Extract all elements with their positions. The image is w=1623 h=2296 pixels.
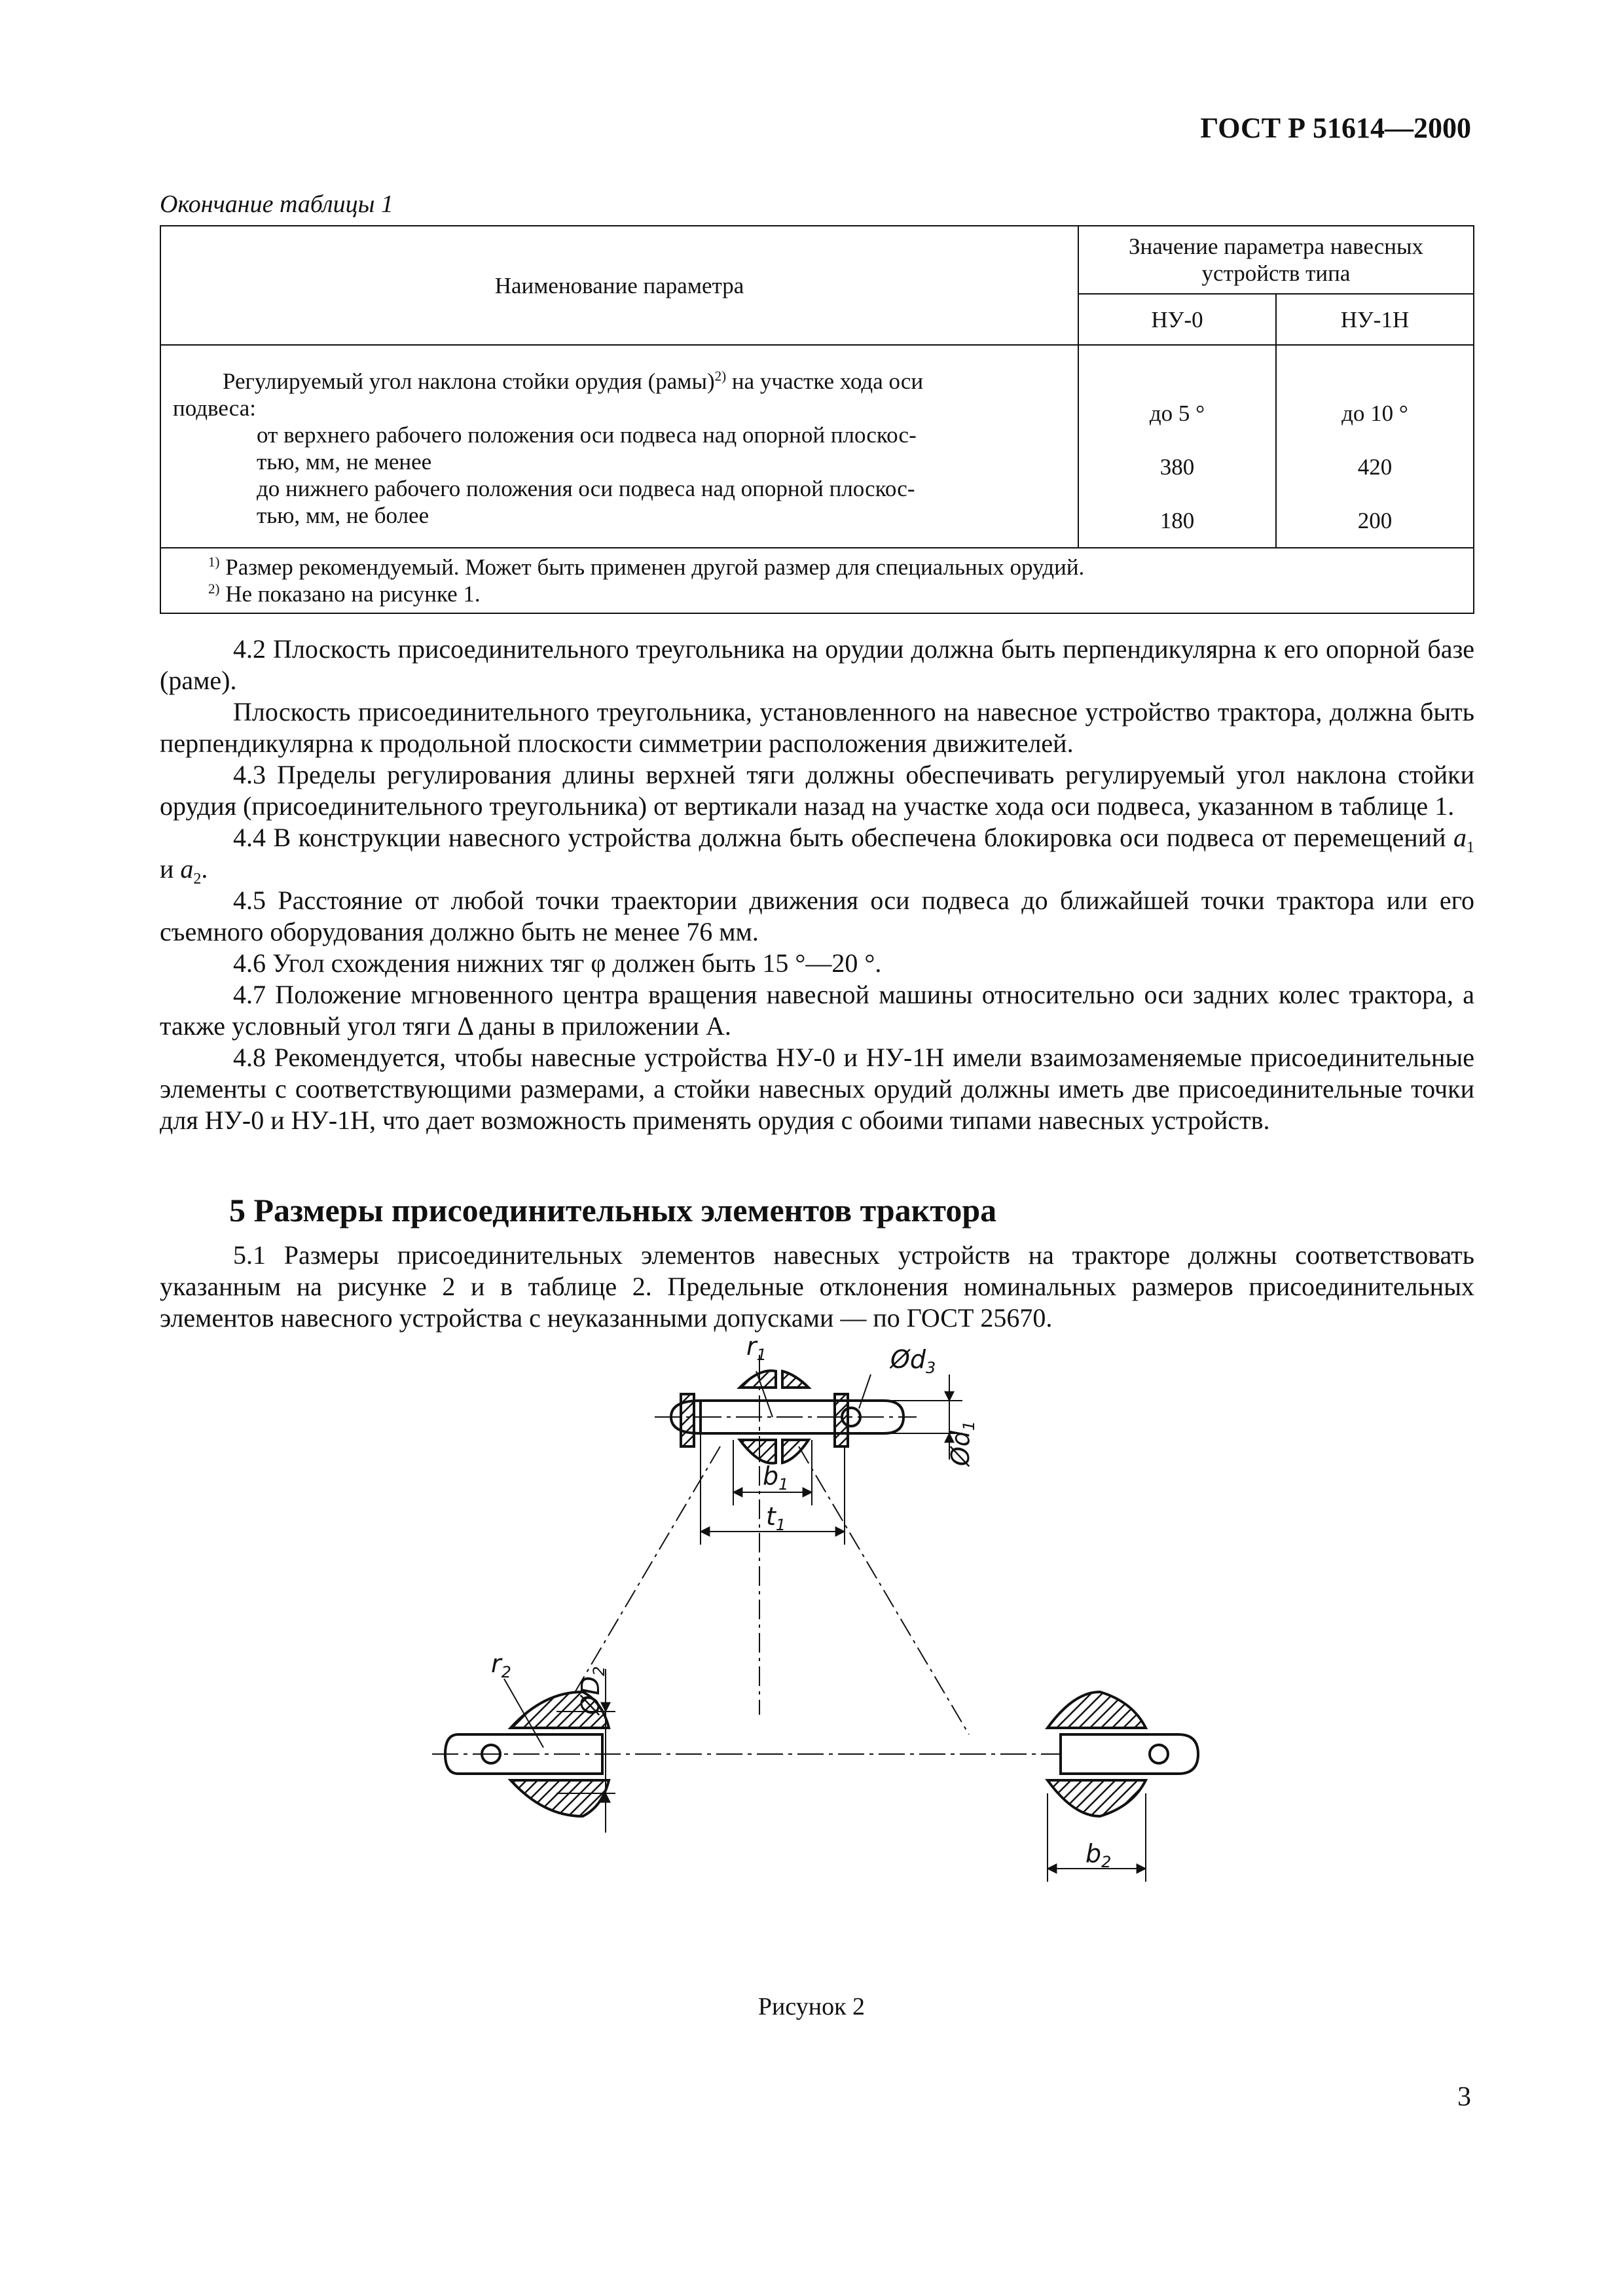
paragraph-4-8: 4.8 Рекомендуется, чтобы навесные устройства НУ-0 и НУ-1Н имели взаимозаменяемые присоединительные элементы с соответствующими размерами, а стойки навесных орудий должны иметь две присоединительные точки для НУ-0 и НУ-1Н, что дает возможность применять орудия с обоими типами навесных устройств. — [160, 1043, 1474, 1135]
p44-text: 4.4 В конструкции навесного устройства должна быть обеспечена блокировка оси подвеса от перемещений — [233, 823, 1453, 852]
value-upper-nu1n: 420 — [1357, 454, 1393, 480]
value-angle-nu0: до 5 ° — [1149, 400, 1205, 426]
value-lower-nu0: 180 — [1159, 507, 1195, 533]
table-footnotes — [160, 548, 1474, 613]
row1-text: Регулируемый угол наклона стойки орудия (рамы) — [223, 368, 715, 394]
paragraph-5-1: 5.1 Размеры присоединительных элементов навесных устройств на тракторе должны соответствовать указанным на рисунке 2 и в таблице 2. Предельные отклонения номинальных размеров присоединительных элементов навесного устройства с неуказанными допусками — по ГОСТ 25670. — [160, 1240, 1474, 1333]
label-d1: $Ød_1$ — [946, 1420, 978, 1466]
label-r1: $r_1$ — [746, 1335, 767, 1364]
values-nu0 — [1078, 345, 1276, 548]
section-5-body — [160, 1240, 1474, 1334]
column-header-nu0: НУ-0 — [1078, 294, 1276, 345]
row1-text-cont: подвеса: — [173, 395, 256, 421]
label-d3: $Ød_3$ — [890, 1345, 936, 1377]
body-text — [160, 634, 1474, 1136]
row2-text-cont: тью, мм, не менее — [257, 449, 432, 475]
figure-2-drawing — [393, 1335, 1257, 1977]
values-nu1n — [1276, 345, 1474, 548]
footnote-1-mark: 1) — [208, 554, 220, 570]
footnote-2: Не показано на рисунке 1. — [219, 581, 481, 607]
paragraph-4-3: 4.3 Пределы регулирования длины верхней тяги должны обеспечивать регулируемый угол наклона стойки орудия (присоединительного треугольника) от вертикали назад на участке хода оси подвеса, указанном в таблице 1. — [160, 760, 1474, 821]
row3-text: до нижнего рабочего положения оси подвеса над опорной плоскос- — [257, 476, 915, 501]
page-number: 3 — [1457, 2082, 1471, 2112]
label-b1: $b_1$ — [763, 1462, 789, 1494]
p44-var-a2: a — [180, 854, 194, 884]
column-header-nu1n: НУ-1Н — [1276, 294, 1474, 345]
p44-sub-2: 2 — [193, 870, 202, 888]
value-lower-nu1n: 200 — [1357, 507, 1393, 533]
paragraph-4-7: 4.7 Положение мгновенного центра вращения навесной машины относительно оси задних колес трактора, а также условный угол тяги Δ даны в приложении А. — [160, 980, 1474, 1041]
value-angle-nu1n: до 10 ° — [1341, 400, 1408, 426]
document-code: ГОСТ Р 51614—2000 — [1200, 112, 1471, 144]
label-r2: $r_2$ — [491, 1649, 511, 1681]
right-lower-hitch-ball — [1048, 1692, 1198, 1816]
row3-text-cont: тью, мм, не более — [257, 503, 429, 528]
footnote-1: Размер рекомендуемый. Может быть применен другой размер для специальных орудий. — [219, 554, 1085, 580]
label-b2: $b_2$ — [1085, 1839, 1112, 1871]
parameters-table — [160, 225, 1474, 614]
label-t1: $t_1$ — [766, 1502, 786, 1534]
paragraph-4-5: 4.5 Расстояние от любой точки траектории движения оси подвеса до ближайшей точки трактора или его съемного оборудования должно быть не менее 76 мм. — [160, 886, 1474, 946]
table-caption: Окончание таблицы 1 — [160, 190, 393, 218]
paragraph-4-4 — [160, 822, 1474, 888]
column-header-name: Наименование параметра — [160, 226, 1078, 345]
p44-sub-1: 1 — [1467, 839, 1474, 856]
table-row-names — [160, 345, 1078, 548]
paragraph-4-2b: Плоскость присоединительного треугольника, установленного на навесное устройство трактора, должна быть перпендикулярна к продольной плоскости симметрии расположения движителей. — [160, 697, 1474, 758]
label-D2: $ØD_2$ — [576, 1666, 608, 1715]
paragraph-4-6: 4.6 Угол схождения нижних тяг φ должен быть 15 °—20 °. — [233, 948, 882, 978]
row1-text-end: на участке хода оси — [726, 368, 924, 394]
p44-and: и — [160, 854, 181, 884]
row2-text: от верхнего рабочего положения оси подвеса над опорной плоскос- — [257, 422, 917, 448]
value-upper-nu0: 380 — [1159, 454, 1195, 480]
row1-footnote-mark: 2) — [714, 368, 727, 384]
column-header-group: Значение параметра навесных устройств типа — [1078, 226, 1474, 294]
footnote-2-mark: 2) — [208, 581, 220, 597]
figure-caption: Рисунок 2 — [757, 1993, 866, 2020]
p44-var-a1: a — [1453, 823, 1467, 852]
paragraph-4-2: 4.2 Плоскость присоединительного треугольника на орудии должна быть перпендикулярна к его опорной базе (раме). — [160, 634, 1474, 695]
p44-end: . — [201, 854, 208, 884]
section-5-title: 5 Размеры присоединительных элементов трактора — [229, 1192, 997, 1229]
